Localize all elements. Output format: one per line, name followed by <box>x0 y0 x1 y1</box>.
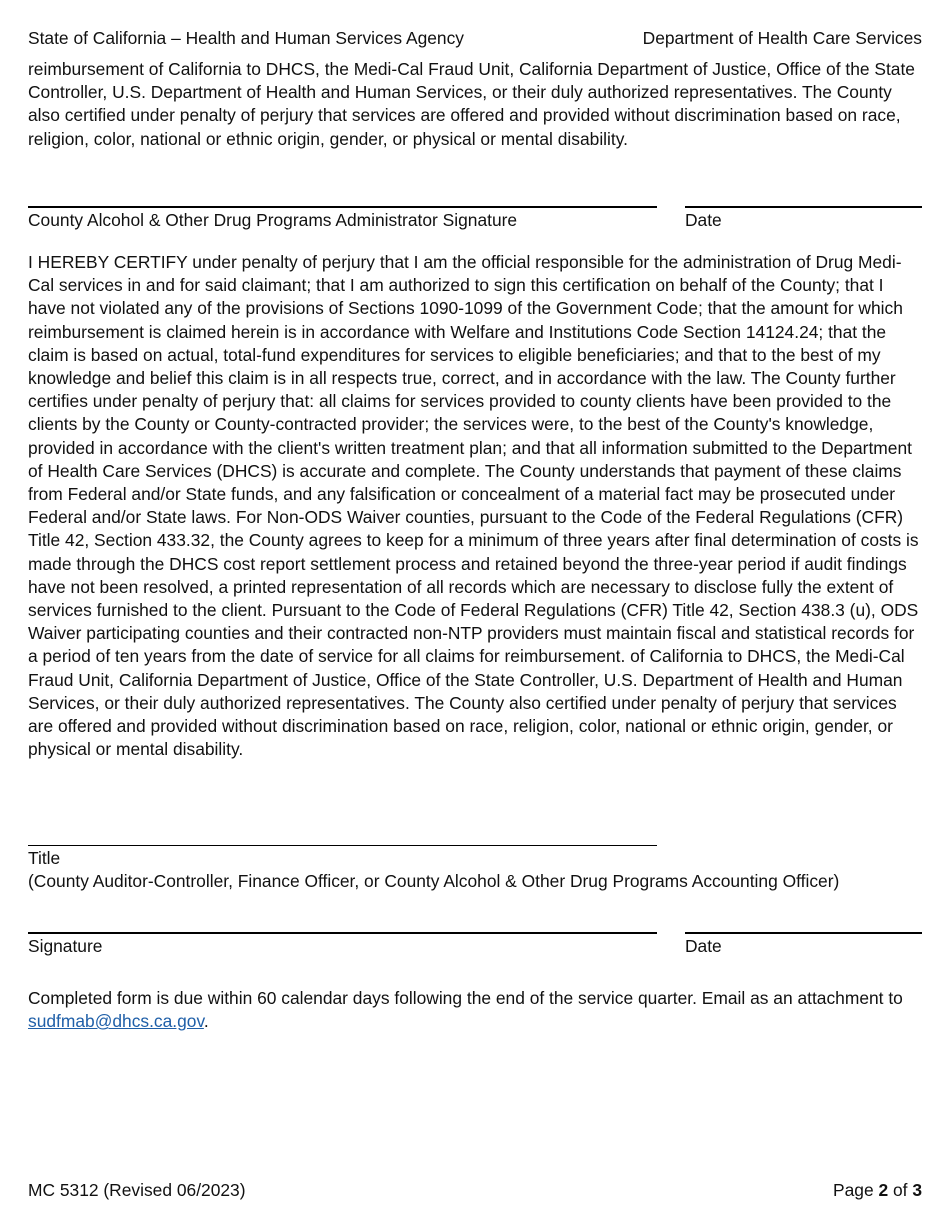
admin-date-line[interactable] <box>685 206 922 208</box>
page-current: 2 <box>878 1180 889 1200</box>
admin-signature-line[interactable] <box>28 206 657 208</box>
officer-date-label: Date <box>685 936 722 956</box>
officer-signature-label: Signature <box>28 936 103 956</box>
page-total: 3 <box>912 1180 922 1200</box>
email-link[interactable]: sudfmab@dhcs.ca.gov <box>28 1011 204 1032</box>
submission-text: Completed form is due within 60 calendar days following the end of the service quarter. Email as an attachment to <box>28 988 903 1008</box>
page-number <box>833 1180 922 1201</box>
header-department: Department of Health Care Services <box>642 28 922 48</box>
officer-signature-line[interactable] <box>28 932 657 934</box>
submission-suffix: . <box>203 1011 209 1032</box>
header-agency: State of California – Health and Human Services Agency <box>28 28 464 48</box>
page-prefix: Page <box>833 1180 879 1200</box>
admin-signature-label: County Alcohol & Other Drug Programs Administrator Signature <box>28 210 518 230</box>
submission-instructions <box>28 987 923 1033</box>
certification-paragraph: I HEREBY CERTIFY under penalty of perjury that I am the official responsible for the administration of Drug Medi-Cal services in and for said claimant; that I am authorized to sign this certification on behalf of the County; that I have not violated any of the provisions of Sections 1090-1099 of the Government Code; that the amount for which reimbursement is claimed herein is in accordance with Welfare and Institutions Code Section 14124.24; that the claim is based on actual, total-fund expenditures for services to eligible beneficiaries; and that to the best of my knowledge and belief this claim is in all respects true, correct, and in accordance with the law. The County further certifies under penalty of perjury that: all claims for services provided to county clients have been provided to the clients by the County or County-contracted provider; the services were, to the best of the County's knowledge, provided in accordance with the client's written treatment plan; and that all information submitted to the Department of Health Care Services (DHCS) is accurate and complete. The County understands that payment of these claims from Federal and/or State funds, and any falsification or concealment of a material fact may be prosecuted under Federal and/or State laws. For Non-ODS Waiver counties, pursuant to the Code of the Federal Regulations (CFR) Title 42, Section 433.32, the County agrees to keep for a minimum of three years after final determination of costs is made through the DHCS cost report settlement process and retained beyond the three-year period if audit findings have not been resolved, a printed representation of all records which are necessary to disclose fully the extent of services furnished to the client. Pursuant to the Code of Federal Regulations (CFR) Title 42, Section 438.3 (u), ODS Waiver participating counties and their contracted non-NTP providers must maintain fiscal and statistical records for a period of ten years from the date of service for all claims for reimbursement. of California to DHCS, the Medi-Cal Fraud Unit, California Department of Justice, Office of the State Controller, U.S. Department of Health and Human Services, or their duly authorized representatives. The County also certified under penalty of perjury that services are offered and provided without discrimination based on race, religion, color, national or ethnic origin, gender, or physical or mental disability. <box>28 252 919 760</box>
admin-date-label: Date <box>685 210 722 230</box>
form-id: MC 5312 (Revised 06/2023) <box>28 1180 246 1200</box>
page-of: of <box>888 1180 913 1200</box>
title-line[interactable] <box>28 845 657 846</box>
title-sublabel: (County Auditor-Controller, Finance Officer, or County Alcohol & Other Drug Programs Accounting Officer) <box>28 871 840 891</box>
officer-date-line[interactable] <box>685 932 922 934</box>
title-label: Title <box>28 848 61 868</box>
paragraph-continuation: reimbursement of California to DHCS, the Medi-Cal Fraud Unit, California Department of Justice, Office of the State Controller, U.S. Department of Health and Human Services, or their duly authorized representatives. The County also certified under penalty of perjury that services are offered and provided without discrimination based on race, religion, color, national or ethnic origin, gender, or physical or mental disability. <box>28 59 915 149</box>
